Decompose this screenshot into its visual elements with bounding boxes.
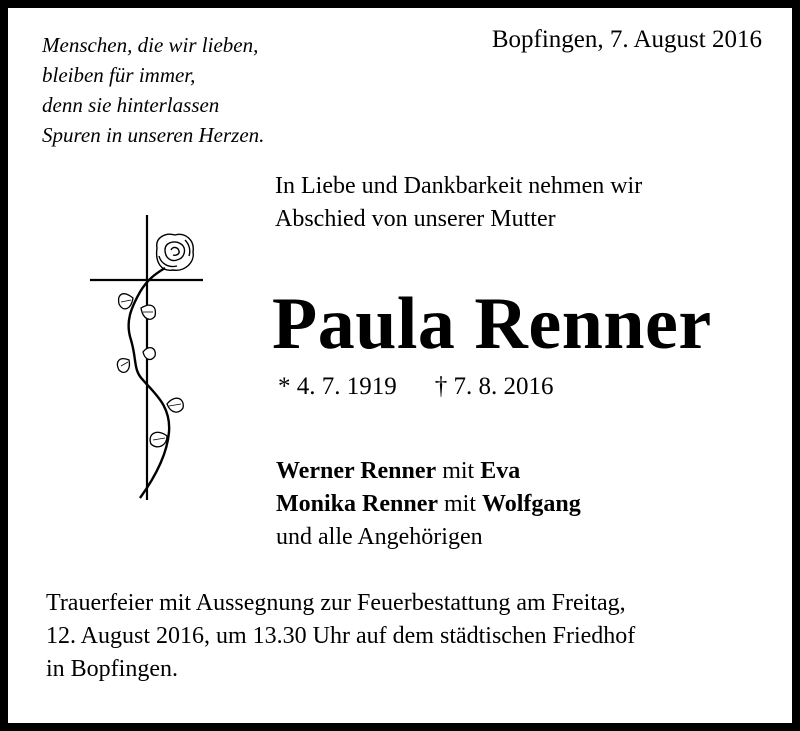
place-date: Bopfingen, 7. August 2016	[491, 26, 762, 53]
motto-verse	[42, 30, 264, 150]
birth-date: * 4. 7. 1919	[278, 373, 397, 400]
life-dates	[278, 373, 554, 401]
deceased-name: Paula Renner	[272, 283, 712, 365]
mourners-list	[276, 455, 581, 554]
mourner-name: Monika Renner	[276, 491, 438, 517]
intro-text	[275, 170, 642, 236]
ceremony-line: 12. August 2016, um 13.30 Uhr auf dem städtischen Friedhof	[46, 623, 636, 649]
ceremony-line: in Bopfingen.	[46, 656, 178, 682]
intro-line: Abschied von unserer Mutter	[275, 206, 556, 232]
death-date: † 7. 8. 2016	[434, 373, 554, 400]
ceremony-info	[46, 587, 635, 686]
mourner-partner: Wolfgang	[482, 491, 581, 517]
cross-with-rose-icon	[85, 210, 210, 505]
motto-line: denn sie hinterlassen	[42, 93, 220, 117]
intro-line: In Liebe und Dankbarkeit nehmen wir	[275, 173, 643, 199]
motto-line: bleiben für immer,	[42, 63, 196, 87]
mourner-conjunction: mit	[442, 458, 475, 484]
motto-line: Menschen, die wir lieben,	[42, 33, 259, 57]
mourner-others: und alle Angehörigen	[276, 524, 483, 550]
mourner-line	[276, 455, 581, 488]
ceremony-line: Trauerfeier mit Aussegnung zur Feuerbestattung am Freitag,	[46, 590, 626, 616]
mourner-partner: Eva	[480, 458, 521, 484]
motto-line: Spuren in unseren Herzen.	[42, 123, 265, 147]
mourner-conjunction: mit	[444, 491, 477, 517]
mourner-line	[276, 488, 581, 521]
mourner-name: Werner Renner	[276, 458, 437, 484]
